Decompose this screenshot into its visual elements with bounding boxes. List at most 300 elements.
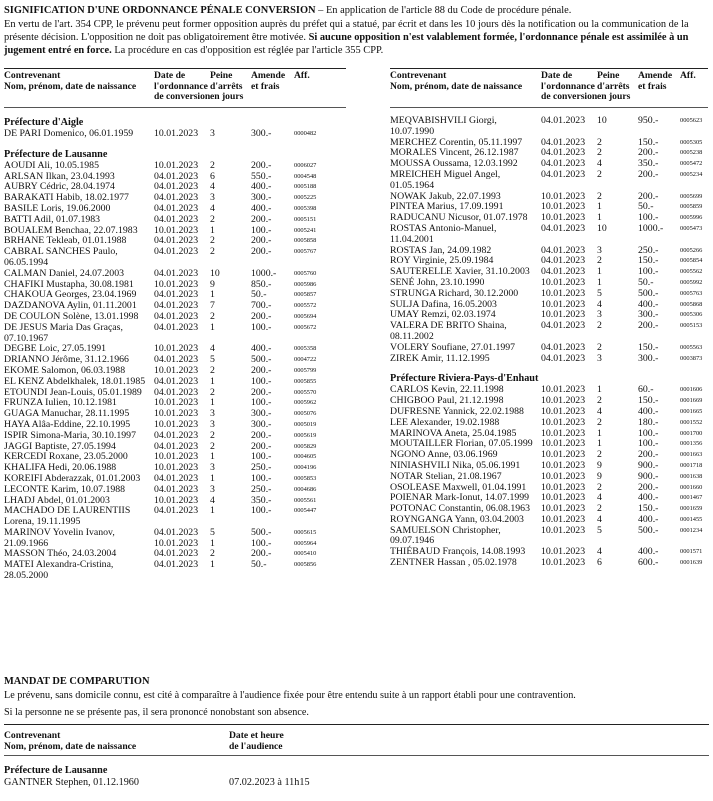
ordonnance-date: 10.01.2023: [154, 278, 199, 290]
mandat-offender-name: GANTNER Stephen, 01.12.1960: [4, 777, 139, 788]
offender-name: AUBRY Cédric, 28.04.1974: [4, 181, 115, 193]
peine-days: 1: [597, 201, 602, 213]
prefecture-heading: Préfecture Riviera-Pays-d'Enhaut: [390, 373, 539, 385]
amende-amount: 200.-: [638, 168, 659, 180]
offender-name: ISPIR Simona-Maria, 30.10.1997: [4, 429, 136, 441]
amende-amount: 200.-: [251, 429, 272, 441]
mandat-rows: [4, 777, 709, 789]
table-row: [4, 431, 346, 442]
peine-days: 3: [597, 309, 602, 321]
aff-number: 0005447: [294, 507, 317, 515]
amende-amount: 600.-: [638, 557, 659, 569]
offender-name: STRUNGA Richard, 30.12.2000: [390, 287, 519, 299]
header-date-line3: de conversion: [154, 91, 211, 102]
ordonnance-date: 10.01.2023: [154, 494, 199, 506]
ordonnance-date: 04.01.2023: [154, 310, 199, 322]
header-date-line2: l'ordonnance: [541, 80, 595, 92]
ordonnance-date: 04.01.2023: [154, 246, 199, 258]
amende-amount: 200.-: [638, 320, 659, 332]
aff-number: 0005856: [294, 561, 317, 569]
offender-name: BATTI Adil, 01.07.1983: [4, 213, 101, 225]
offender-name: UMAY Remzi, 02.03.1974: [390, 309, 496, 321]
offender-name: BASILE Loris, 19.06.2000: [4, 202, 111, 214]
header-amende-line1: Amende: [251, 70, 286, 81]
ordonnance-date: 10.01.2023: [541, 492, 586, 504]
peine-days: 3: [210, 192, 215, 204]
ordonnance-date: 10.01.2023: [541, 287, 586, 299]
aff-number: 0005829: [294, 442, 317, 450]
offender-name: MACHADO DE LAURENTIIS Lorena, 19.11.1995: [4, 505, 131, 528]
offender-name: POTONAC Constantin, 06.08.1963: [390, 503, 530, 515]
peine-days: 1: [210, 397, 215, 409]
peine-days: 3: [210, 408, 215, 420]
aff-number: 0005473: [680, 224, 703, 232]
aff-number: 0005767: [294, 248, 317, 256]
ordonnance-date: 04.01.2023: [154, 354, 199, 366]
header-date-line1: Date de: [541, 70, 573, 81]
header-peine-line2: d'arrêts: [210, 80, 243, 92]
aff-number: 0003873: [680, 354, 703, 362]
amende-amount: 50.-: [251, 559, 267, 571]
header-name-line2: Nom, prénom, date de naissance: [390, 80, 523, 92]
ordonnance-date: 04.01.2023: [154, 170, 199, 182]
offender-name: PINTEA Marius, 17.09.1991: [390, 201, 504, 213]
ordonnance-date: 04.01.2023: [154, 213, 199, 225]
ordonnance-date: 04.01.2023: [154, 483, 199, 495]
peine-days: 4: [597, 158, 602, 170]
peine-days: 2: [210, 246, 215, 258]
aff-number: 0005859: [680, 203, 703, 211]
ordonnance-date: 04.01.2023: [154, 472, 199, 484]
opposition-text: En vertu de l'art. 354 CPP, le prévenu peut former opposition auprès du préfet qui a statué, par écrit et dans les 10 jours dès la notification ou la communication de la présente décision. L'opposition ne doit pas obligatoirement être motivée.: [4, 19, 689, 43]
offender-name: MARINOVA Aneta, 25.04.1985: [390, 427, 517, 439]
aff-number: 0001700: [680, 429, 703, 437]
mandat-hearing-datetime: 07.02.2023 à 11h15: [229, 777, 310, 788]
offender-name: DAZDANOVA Aylin, 01.11.2001: [4, 300, 137, 312]
aff-number: 0001663: [680, 451, 703, 459]
offender-name: DRIANNO Jérôme, 31.12.1966: [4, 354, 129, 366]
table-row: [390, 526, 708, 548]
header-peine-line1: Peine: [597, 70, 620, 81]
aff-number: 0005570: [294, 388, 317, 396]
offender-name: CHIGBOO Paul, 21.12.1998: [390, 395, 504, 407]
ordonnance-date: 10.01.2023: [541, 201, 586, 213]
aff-number: 0001660: [680, 483, 703, 491]
amende-amount: 150.-: [638, 503, 659, 515]
amende-amount: 200.-: [251, 364, 272, 376]
ordonnance-date: 10.01.2023: [541, 298, 586, 310]
offender-name: MEQVABISHVILI Giorgi, 10.07.1990: [390, 115, 497, 137]
aff-number: 0005694: [294, 312, 317, 320]
mandat-header-date: [229, 731, 284, 752]
peine-days: 2: [210, 364, 215, 376]
mandat-header-name-line1: Contrevenant: [4, 730, 61, 741]
aff-number: 0005238: [680, 149, 703, 157]
title-paragraph: [4, 4, 709, 17]
amende-amount: 250.-: [638, 244, 659, 256]
amende-amount: 180.-: [638, 416, 659, 428]
amende-amount: 1000.-: [251, 267, 277, 279]
peine-days: 4: [210, 181, 215, 193]
ordonnance-date: 10.01.2023: [541, 276, 586, 288]
offender-name: ARLSAN Ilkan, 23.04.1993: [4, 170, 115, 182]
peine-days: 1: [210, 472, 215, 484]
ordonnance-date: 04.01.2023: [154, 429, 199, 441]
amende-amount: 300.-: [251, 408, 272, 420]
ordonnance-date: 04.01.2023: [541, 222, 586, 234]
offender-name: CHAFIKI Mustapha, 30.08.1981: [4, 278, 134, 290]
aff-number: 0005992: [680, 278, 703, 286]
ordonnance-date: 10.01.2023: [154, 128, 199, 139]
amende-amount: 250.-: [251, 483, 272, 495]
peine-days: 10: [597, 222, 607, 234]
amende-amount: 150.-: [638, 341, 659, 353]
aff-number: 0006027: [294, 161, 317, 169]
table-row: [4, 215, 346, 226]
aff-number: 0001638: [680, 472, 703, 480]
ordonnance-date: 04.01.2023: [154, 321, 199, 333]
ordonnance-date: 04.01.2023: [154, 192, 199, 204]
table-row: [4, 161, 346, 172]
offender-name: OSOLEASE Maxwell, 01.04.1991: [390, 481, 527, 493]
peine-days: 5: [597, 524, 602, 536]
amende-amount: 200.-: [251, 213, 272, 225]
amende-amount: 50.-: [251, 289, 267, 301]
peine-days: 7: [210, 300, 215, 312]
peine-days: 1: [597, 438, 602, 450]
aff-number: 0005799: [294, 366, 317, 374]
ordonnance-date: 04.01.2023: [541, 244, 586, 256]
offender-name: MATEI Alexandra-Cristina, 28.05.2000: [4, 559, 114, 582]
intro: [4, 4, 709, 58]
aff-number: 0005853: [294, 474, 317, 482]
offender-name: SULJA Dafina, 16.05.2003: [390, 298, 497, 310]
ordonnance-date: 10.01.2023: [541, 427, 586, 439]
table-row: [390, 354, 708, 365]
amende-amount: 400.-: [251, 181, 272, 193]
ordonnance-date: 04.01.2023: [541, 158, 586, 170]
aff-number: 0005153: [680, 322, 703, 330]
header-date-line2: l'ordonnance: [154, 80, 208, 92]
aff-number: 0004605: [294, 453, 317, 461]
offender-name: MOUTAILLER Florian, 07.05.1999: [390, 438, 533, 450]
offender-name: NOTAR Stelian, 21.08.1967: [390, 470, 502, 482]
amende-amount: 300.-: [638, 309, 659, 321]
header-aff: Aff.: [680, 70, 696, 81]
amende-amount: 200.-: [251, 310, 272, 322]
offender-name: ZENTNER Hassan , 05.02.1978: [390, 557, 517, 569]
amende-amount: 200.-: [638, 481, 659, 493]
amende-amount: 1000.-: [638, 222, 664, 234]
ordonnance-date: 04.01.2023: [541, 115, 586, 126]
peine-days: 2: [210, 235, 215, 247]
ordonnance-date: 04.01.2023: [154, 267, 199, 279]
offender-name: DE JESUS Maria Das Graças, 07.10.1967: [4, 321, 123, 344]
offender-name: NOWAK Jakub, 22.07.1993: [390, 190, 501, 202]
amende-amount: 100.-: [251, 397, 272, 409]
ordonnance-date: 04.01.2023: [154, 505, 199, 517]
aff-number: 0000482: [294, 130, 317, 137]
header-name: [390, 71, 522, 92]
opposition-end-text: La procédure en cas d'opposition est réglée par l'article 355 CPP.: [111, 45, 384, 56]
offender-name: FRUNZA Iulien, 10.12.1981: [4, 397, 117, 409]
offender-name: SAMUELSON Christopher, 09.07.1946: [390, 524, 501, 547]
peine-days: 2: [597, 449, 602, 461]
table-row: [390, 321, 708, 343]
table-row: [390, 116, 708, 138]
ordonnance-date: 10.01.2023: [154, 343, 199, 355]
header-name: [4, 71, 136, 92]
aff-number: 0005572: [294, 302, 317, 310]
offender-name: DE PARI Domenico, 06.01.1959: [4, 128, 134, 139]
amende-amount: 150.-: [638, 395, 659, 407]
offender-name: THIÉBAUD François, 14.08.1993: [390, 546, 526, 558]
amende-amount: 400.-: [638, 513, 659, 525]
peine-days: 2: [210, 386, 215, 398]
aff-number: 0005306: [680, 311, 703, 319]
ordonnance-date: 04.01.2023: [541, 255, 586, 267]
mandat-header-rule: [4, 724, 709, 725]
table-row: [4, 129, 346, 140]
aff-number: 0005619: [294, 431, 317, 439]
amende-amount: 250.-: [251, 462, 272, 474]
offender-name: NINIASHVILI Nika, 05.06.1991: [390, 459, 521, 471]
aff-number: 0005996: [680, 214, 703, 222]
mandat-row: [4, 777, 709, 789]
offender-name: HAYA Alâa-Eddine, 22.10.1995: [4, 418, 131, 430]
ordonnance-date: 04.01.2023: [541, 352, 586, 364]
ordonnance-date: 10.01.2023: [541, 405, 586, 417]
amende-amount: 500.-: [638, 524, 659, 536]
aff-number-2: 0005964: [294, 539, 317, 547]
doc-title: SIGNIFICATION D'UNE ORDONNANCE PÉNALE CONVERSION: [4, 5, 316, 16]
table-row: [4, 506, 346, 528]
ordonnance-date: 04.01.2023: [154, 526, 199, 538]
offender-name: KOREIFI Abderazzak, 01.01.2003: [4, 472, 141, 484]
opposition-paragraph: [4, 18, 709, 57]
peine-days: 1: [597, 266, 602, 278]
aff-number: 0001552: [680, 418, 703, 426]
peine-days: 3: [597, 244, 602, 256]
offender-name: KERCEDI Roxane, 23.05.2000: [4, 451, 128, 463]
ordonnance-date: 04.01.2023: [541, 168, 586, 180]
amende-amount: 850.-: [251, 278, 272, 290]
ordonnance-date: 04.01.2023: [541, 341, 586, 353]
peine-days: 2: [597, 136, 602, 148]
ordonnance-date: 10.01.2023: [154, 159, 199, 171]
ordonnance-date: 10.01.2023: [541, 212, 586, 224]
amende-amount: 200.-: [251, 440, 272, 452]
peine-days: 2: [597, 190, 602, 202]
offender-name: LECONTE Karim, 10.07.1988: [4, 483, 126, 495]
ordonnance-date-2: 10.01.2023: [154, 537, 199, 549]
amende-amount: 550.-: [251, 170, 272, 182]
aff-number: 0001467: [680, 494, 703, 502]
header-date: [154, 71, 210, 103]
offender-name: ROSTAS Antonio-Manuel, 11.04.2001: [390, 222, 497, 245]
offender-name: RADUCANU Nicusor, 01.07.1978: [390, 212, 528, 224]
ordonnance-date: 04.01.2023: [154, 440, 199, 452]
aff-number: 0005858: [294, 237, 317, 245]
ordonnance-date: 10.01.2023: [154, 397, 199, 409]
header-peine: [597, 71, 630, 103]
aff-number: 0001665: [680, 407, 703, 415]
peine-days: 2: [210, 213, 215, 225]
ordonnance-date: 04.01.2023: [541, 266, 586, 278]
header-date-line1: Date de: [154, 70, 186, 81]
peine-days: 4: [210, 343, 215, 355]
aff-number: 0005763: [680, 289, 703, 297]
peine-days: 2: [597, 255, 602, 267]
amende-amount: 400.-: [638, 298, 659, 310]
peine-days: 1: [210, 451, 215, 463]
aff-number: 0005563: [680, 343, 703, 351]
aff-number: 0005398: [294, 204, 317, 212]
offender-name: LHADJ Abdel, 01.01.2003: [4, 494, 110, 506]
peine-days: 1: [210, 559, 215, 571]
column-header: [4, 69, 346, 107]
peine-days: 9: [597, 470, 602, 482]
amende-amount: 100.-: [251, 224, 272, 236]
peine-days: 3: [210, 462, 215, 474]
header-name-line1: Contrevenant: [390, 70, 447, 81]
ordonnance-date: 10.01.2023: [154, 451, 199, 463]
amende-amount: 50.-: [638, 276, 654, 288]
peine-days: 3: [210, 128, 215, 139]
aff-number: 0005868: [680, 300, 703, 308]
ordonnance-date: 10.01.2023: [541, 449, 586, 461]
peine-days: 5: [597, 287, 602, 299]
peine-days: 3: [210, 418, 215, 430]
ordonnance-date: 04.01.2023: [541, 147, 586, 159]
mandat-header-date-line1: Date et heure: [229, 730, 284, 741]
offender-name: ZIREK Amir, 11.12.1995: [390, 352, 490, 364]
offender-name: SAUTERELLE Xavier, 31.10.2003: [390, 266, 530, 278]
aff-number: 0005241: [294, 226, 317, 234]
peine-days: 2: [597, 341, 602, 353]
amende-amount: 200.-: [251, 548, 272, 560]
peine-days: 4: [597, 405, 602, 417]
ordonnance-date: 10.01.2023: [154, 364, 199, 376]
aff-number: 0005472: [680, 160, 703, 168]
ordonnance-date: 04.01.2023: [154, 559, 199, 571]
offender-name: NGONO Anne, 03.06.1969: [390, 449, 498, 461]
offender-name: ROYNGANGA Yann, 03.04.2003: [390, 513, 524, 525]
ordonnance-date: 10.01.2023: [541, 395, 586, 407]
peine-days: 6: [210, 170, 215, 182]
offender-name: VALERA DE BRITO Shaina, 08.11.2002: [390, 320, 507, 342]
aff-number: 0005623: [680, 117, 703, 124]
mandat-column-header: [4, 729, 709, 755]
offender-name: EL KENZ Abdelkhalek, 18.01.1985: [4, 375, 146, 387]
amende-amount: 60.-: [638, 384, 654, 396]
aff-number: 0005986: [294, 280, 317, 288]
amende-amount: 400.-: [251, 202, 272, 214]
peine-days: 1: [210, 321, 215, 333]
right-column: [390, 68, 708, 569]
offender-name: ROSTAS Jan, 24.09.1982: [390, 244, 492, 256]
header-underline: [4, 107, 346, 108]
amende-amount-2: 100.-: [251, 537, 272, 549]
offender-name: DUFRESNE Yannick, 22.02.1988: [390, 405, 524, 417]
amende-amount: 300.-: [251, 418, 272, 430]
aff-number: 0005234: [680, 170, 703, 178]
offender-name: MERCHEZ Corentin, 05.11.1997: [390, 136, 523, 148]
table-row: [390, 343, 708, 354]
offender-name: AOUDI Ali, 10.05.1985: [4, 159, 99, 171]
offender-name: BOUALEM Benchaa, 22.07.1983: [4, 224, 138, 236]
peine-days: 1: [210, 505, 215, 517]
amende-amount: 200.-: [638, 190, 659, 202]
aff-number: 0005305: [680, 138, 703, 146]
aff-number: 0005225: [294, 194, 317, 202]
peine-days: 1: [597, 276, 602, 288]
aff-number: 0005076: [294, 410, 317, 418]
peine-days: 2: [597, 416, 602, 428]
header-amende-line1: Amende: [638, 70, 673, 81]
amende-amount: 100.-: [638, 212, 659, 224]
amende-amount: 200.-: [251, 246, 272, 258]
ordonnance-date: 10.01.2023: [541, 470, 586, 482]
aff-number: 0004722: [294, 356, 317, 364]
header-amende: [638, 71, 672, 92]
mandat-paragraph-2: Si la personne ne se présente pas, il sera prononcé nonobstant son absence.: [4, 707, 309, 718]
offender-name: CARLOS Kevin, 22.11.1998: [390, 384, 504, 396]
offender-name: CABRAL SANCHES Paulo, 06.05.1994: [4, 246, 118, 268]
header-date: [541, 71, 597, 103]
header-amende-line2: et frais: [251, 80, 280, 92]
table-row: [4, 528, 346, 550]
peine-days: 4: [210, 494, 215, 506]
table-row: [390, 418, 708, 429]
offender-name: JAGGI Baptiste, 27.05.1994: [4, 440, 116, 452]
amende-amount: 100.-: [251, 321, 272, 333]
amende-amount: 200.-: [251, 159, 272, 171]
offender-name: SENÉ John, 23.10.1990: [390, 276, 485, 288]
ordonnance-date: 04.01.2023: [154, 181, 199, 193]
mandat-section: [4, 676, 709, 789]
aff-number: 0005410: [294, 550, 317, 558]
offender-name: MOUSSA Oussama, 12.03.1992: [390, 158, 518, 170]
peine-days: 4: [597, 492, 602, 504]
peine-days: 10: [210, 267, 220, 279]
ordonnance-date: 10.01.2023: [541, 309, 586, 321]
offender-name: DE COULON Solène, 13.01.1998: [4, 310, 139, 322]
mandat-title: MANDAT DE COMPARUTION: [4, 676, 150, 687]
aff-number: 0005358: [294, 345, 317, 353]
peine-days: 1: [210, 375, 215, 387]
ordonnance-date: 10.01.2023: [541, 416, 586, 428]
ordonnance-date: 04.01.2023: [154, 375, 199, 387]
amende-amount: 100.-: [251, 375, 272, 387]
offender-name: BARAKATI Habib, 18.02.1977: [4, 192, 129, 204]
table-row: [390, 170, 708, 192]
aff-number: 0005615: [294, 528, 317, 536]
amende-amount: 100.-: [251, 505, 272, 517]
header-name-line2: Nom, prénom, date de naissance: [4, 80, 137, 92]
peine-days: 2: [597, 481, 602, 493]
aff-number: 0005561: [294, 496, 317, 504]
aff-number: 0001718: [680, 461, 703, 469]
peine-days: 5: [210, 526, 215, 538]
header-name-line1: Contrevenant: [4, 70, 61, 81]
amende-amount: 300.-: [638, 352, 659, 364]
table-row: [390, 224, 708, 246]
table-row: [4, 560, 346, 582]
ordonnance-date: 10.01.2023: [541, 513, 586, 525]
table-row: [390, 472, 708, 483]
ordonnance-date: 10.01.2023: [541, 459, 586, 471]
